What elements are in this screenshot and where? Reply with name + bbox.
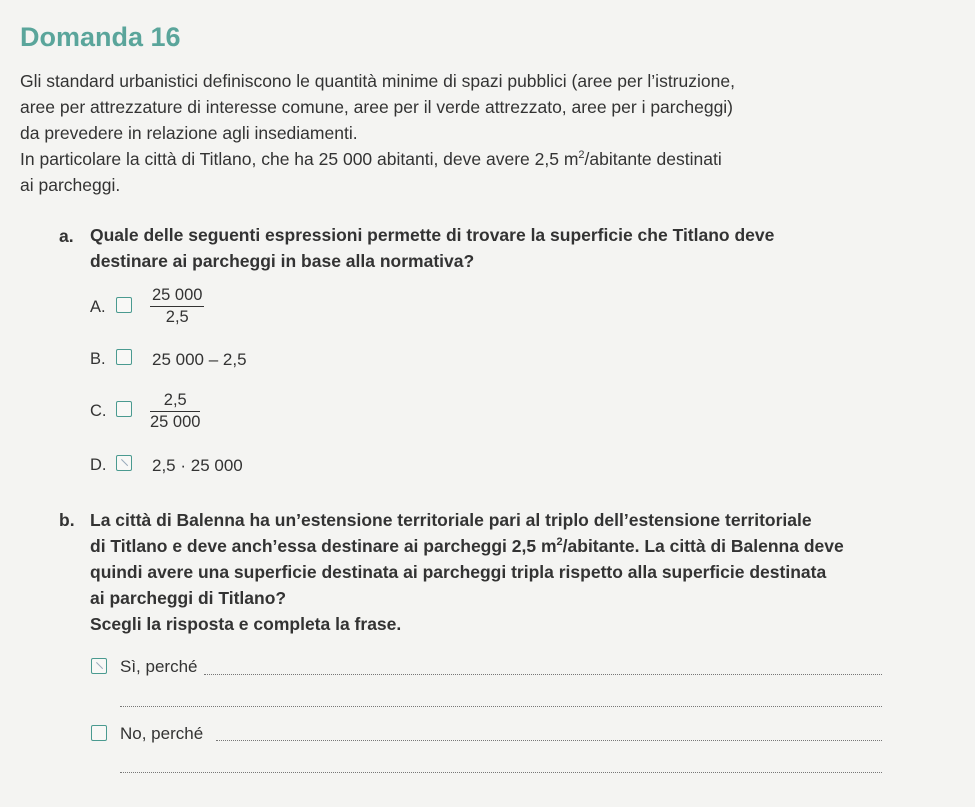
superscript-2: 2 [578, 149, 585, 162]
answer-yes-line-1[interactable] [204, 674, 882, 675]
option-b-checkbox[interactable] [116, 349, 132, 365]
intro-paragraph [20, 68, 920, 198]
intro-line: Gli standard urbanistici definiscono le quantità minime di spazi pubblici (aree per l’istruzione, [20, 71, 735, 91]
superscript-2: 2 [556, 536, 563, 549]
intro-line: da prevedere in relazione agli insediamenti. [20, 123, 358, 143]
option-a-numerator: 25 000 [150, 286, 204, 307]
option-c-letter: C. [90, 402, 107, 420]
option-a-checkbox[interactable] [116, 297, 132, 313]
option-b-text: 25 000 – 2,5 [152, 350, 247, 369]
question-a-label: a. [59, 226, 74, 246]
answer-no-label: No, perché [120, 724, 204, 743]
question-title: Domanda 16 [20, 22, 181, 52]
question-b-label: b. [59, 510, 75, 530]
intro-line: In particolare la città di Titlano, che ha 25 000 abitanti, deve avere 2,5 $m^2$/abitante destinati [20, 149, 722, 169]
answer-no-line-1[interactable] [216, 740, 882, 741]
option-d-text: 2,5 · 25 000 [152, 456, 243, 475]
option-d-letter: D. [90, 456, 107, 474]
option-d-checkbox[interactable] [116, 455, 132, 471]
question-b-text: La città di Balenna ha un’estensione territoriale pari al triplo dell’estensione territoriale di Titlano e deve anch’essa destinare ai parcheggi 2,5 $m^2$/abitante. La città di Balenna deve quindi avere una superficie destinata ai parcheggi tripla rispetto alla superficie destinata ai parcheggi di Titlano? Scegli la risposta e completa la frase. [90, 510, 844, 634]
answer-yes-line-2[interactable] [120, 706, 882, 707]
answer-yes-label: Sì, perché [120, 657, 198, 676]
question-a-text: Quale delle seguenti espressioni permette di trovare la superficie che Titlano deve destinare ai parcheggi in base alla normativa? [90, 225, 775, 271]
option-c-checkbox[interactable] [116, 401, 132, 417]
answer-yes-checkbox[interactable] [91, 658, 107, 674]
option-c-fraction [150, 391, 200, 432]
intro-line: aree per attrezzature di interesse comune, aree per il verde attrezzato, aree per i parcheggi) [20, 97, 734, 117]
answer-no-checkbox[interactable] [91, 725, 107, 741]
option-b-letter: B. [90, 350, 106, 368]
option-a-fraction [150, 286, 204, 327]
intro-line: ai parcheggi. [20, 175, 121, 195]
option-c-denominator: 25 000 [150, 413, 201, 431]
answer-no-line-2[interactable] [120, 772, 882, 773]
option-a-letter: A. [90, 298, 106, 316]
option-a-denominator: 2,5 [165, 308, 189, 326]
option-c-numerator: 2,5 [150, 391, 200, 412]
